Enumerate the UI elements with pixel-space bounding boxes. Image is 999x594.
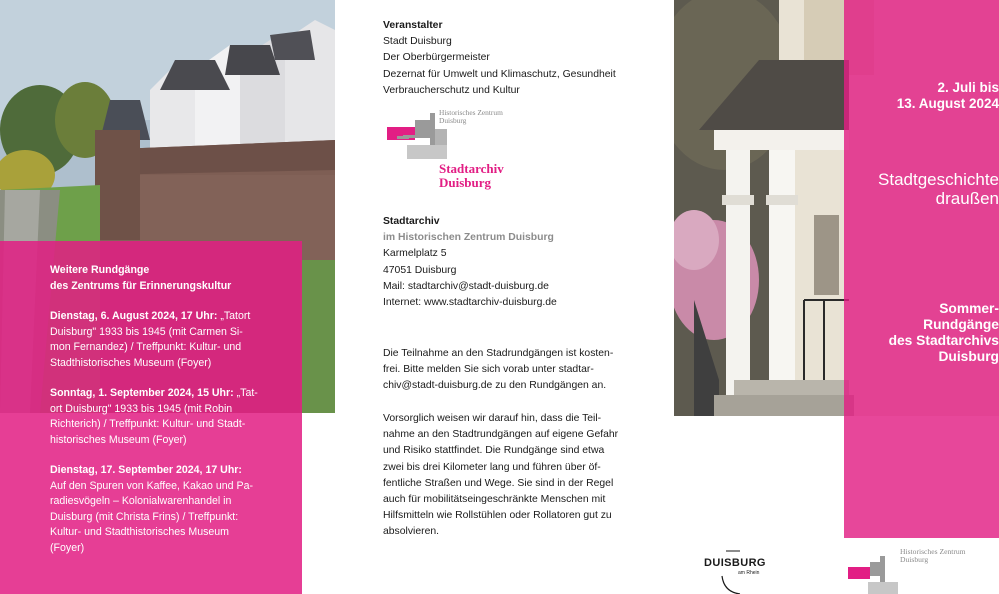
event-item: Dienstag, 17. September 2024, 17 Uhr: Auf den Spuren von Kaffee, Kakao und Pa- radiesvögeln – Kolonialwarenhandel in Duisburg (mit Christa Frins) / Treffpunkt: Kultur- und Stadthistorisches Museum (Foyer)	[50, 464, 253, 554]
contact-mail[interactable]: Mail: stadtarchiv@stadt-duisburg.de	[383, 280, 549, 292]
main-title: Stadtgeschichte draußen	[878, 170, 999, 208]
duisburg-logo	[700, 548, 770, 594]
other-tours-heading: Weitere Rundgänge des Zentrums für Erinnerungskultur	[50, 264, 232, 292]
organizer-block: Veranstalter Stadt Duisburg Der Oberbürgermeister Dezernat für Umwelt und Klimaschutz, Gesundheit Verbraucherschutz und Kultur	[383, 20, 616, 96]
contact-heading: Stadtarchiv	[383, 216, 440, 227]
event-item: Sonntag, 1. September 2024, 15 Uhr: „Tat- ort Duisburg" 1933 bis 1945 (mit Robin Richterich) / Treffpunkt: Kultur- und Stadt- historisches Museum (Foyer)	[50, 387, 258, 446]
registration-paragraph: Die Teilnahme an den Stadrundgängen ist kosten- frei. Bitte melden Sie sich vorab unter stadtar- chiv@stadt-duisburg.de zu den Rundgängen an.	[383, 348, 614, 392]
contact-street: Karmelplatz 5	[383, 248, 447, 260]
event-item: Dienstag, 6. August 2024, 17 Uhr: „Tatort Duisburg" 1933 bis 1945 (mit Carmen Si- mon Fernandez) / Treffpunkt: Kultur- und Stadthistorisches Museum (Foyer)	[50, 310, 251, 369]
contact-block	[383, 214, 557, 311]
hz-logo-label: Historisches Zentrum Duisburg	[900, 547, 966, 564]
logo-hz-label: Historisches Zentrum Duisburg	[439, 108, 503, 125]
duisburg-logo-text: DUISBURG	[704, 557, 766, 569]
date-range: 2. Juli bis 13. August 2024	[896, 80, 999, 111]
logo-stadtarchiv-label: Stadtarchiv Duisburg	[439, 161, 504, 190]
left-panel	[0, 0, 335, 594]
stadtarchiv-logo	[387, 107, 547, 193]
duisburg-logo-sub: am Rhein	[738, 570, 760, 576]
organizer-heading: Veranstalter	[383, 20, 443, 31]
disclaimer-paragraph: Vorsorglich weisen wir darauf hin, dass die Teil- nahme an den Stadtrundgängen auf eigene Gefahr und Risiko stattfindet. Die Rundgänge sind etwa zwei bis drei Kilometer lang und führen über öf- fentliche Straßen und Wege. Sie sind in der Regel auch für mobilitätseingeschränkte Menschen mit Hilfsmitteln wie Rollstühlen oder Rollatoren gut zu absolvieren.	[383, 413, 619, 538]
middle-panel	[335, 0, 674, 594]
contact-internet[interactable]: Internet: www.stadtarchiv-duisburg.de	[383, 297, 557, 309]
historisches-zentrum-logo	[848, 546, 999, 594]
contact-city: 47051 Duisburg	[383, 264, 457, 276]
subtitle: Sommer- Rundgänge des Stadtarchivs Duisburg	[888, 301, 999, 364]
title-box	[844, 0, 999, 538]
event-list-box	[0, 241, 302, 594]
contact-subheading: im Historischen Zentrum Duisburg	[383, 232, 554, 244]
right-panel	[674, 0, 999, 594]
